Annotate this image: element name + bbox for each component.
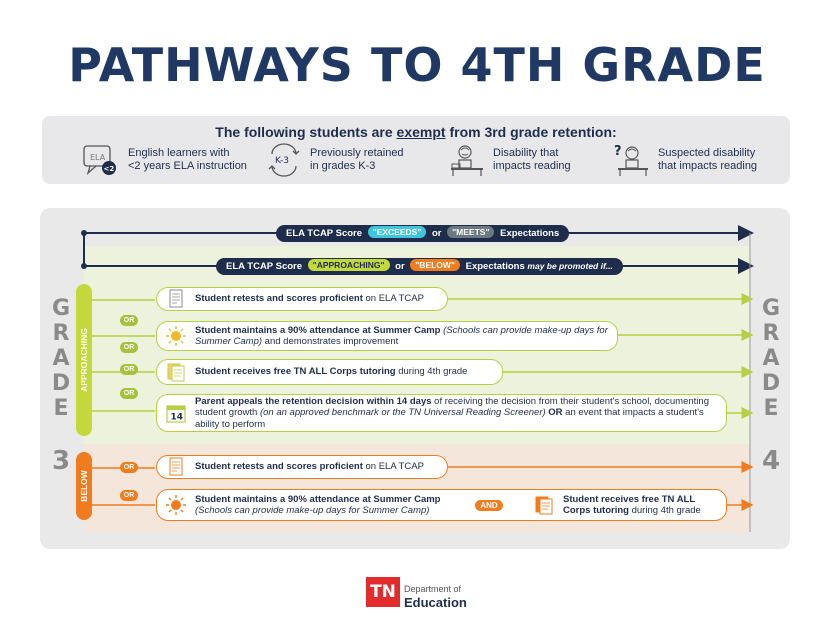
exceeds-meets-label: ELA TCAP Score "EXCEEDS" or "MEETS" Expectations: [276, 225, 569, 242]
or-badge: OR: [120, 342, 138, 353]
svg-text:<2: <2: [103, 165, 115, 173]
and-badge: AND: [475, 500, 503, 511]
tutoring-book-icon: [165, 361, 187, 383]
or-badge: OR: [120, 462, 138, 473]
exempt-item-line2: <2 years ELA instruction: [128, 160, 247, 172]
grade4-label: G R A D E: [761, 296, 781, 421]
exempt-item-line2: in grades K-3: [310, 160, 376, 172]
logo-department-text: Department of: [404, 584, 462, 594]
page-title: PATHWAYS TO 4TH GRADE: [68, 38, 766, 92]
approaching-path-parent-appeal: 14 Parent appeals the retention decision within 14 days of receiving the decision from their student's school, documenting student growth (on an approved benchmark or the TN Universal Reading Screener) OR an event that impacts a student's ability to perform: [156, 394, 727, 432]
exempt-item-line1: Suspected disability: [658, 147, 756, 159]
svg-text:?: ?: [614, 144, 622, 159]
below-path-camp-and-tutoring: Student maintains a 90% attendance at Summer Camp (Schools can provide make-up days for Summer Camp) Student receives free TN ALL Corps tutoring during 4th grade: [156, 489, 727, 521]
logo-education-text: Education: [404, 595, 467, 610]
below-bar: BELOW: [76, 452, 92, 520]
or-badge: OR: [120, 364, 138, 375]
exempt-item-line1: Previously retained: [310, 147, 404, 159]
grade3-label: G R A D E: [51, 296, 71, 421]
test-document-icon: [165, 456, 187, 478]
grade4-number: 4: [761, 446, 781, 476]
or-badge: OR: [120, 315, 138, 326]
summer-camp-sun-icon: [165, 325, 187, 347]
svg-text:14: 14: [170, 412, 184, 423]
exempt-heading: The following students are exempt from 3rd grade retention:: [215, 124, 617, 140]
svg-text:ELA: ELA: [90, 153, 106, 162]
test-document-icon: [165, 288, 187, 310]
approaching-path-summer-camp: Student maintains a 90% attendance at Summer Camp (Schools can provide make-up days for Summer Camp) and demonstrates improvement: [156, 321, 618, 351]
tn-logo: TN: [366, 577, 400, 607]
svg-text:K-3: K-3: [275, 156, 289, 166]
tutoring-book-icon: [533, 494, 555, 516]
or-badge: OR: [120, 388, 138, 399]
grade3-number: 3: [51, 446, 71, 476]
approaching-below-label: ELA TCAP Score "APPROACHING" or "BELOW" Expectations may be promoted if...: [216, 258, 623, 275]
approaching-path-tutoring: Student receives free TN ALL Corps tutoring during 4th grade: [156, 359, 503, 385]
approaching-path-retest: Student retests and scores proficient on ELA TCAP: [156, 287, 448, 311]
exempt-item-line1: English learners with: [128, 147, 230, 159]
exempt-item-line2: impacts reading: [493, 160, 571, 172]
summer-camp-sun-icon: [165, 494, 187, 516]
exempt-item-line2: that impacts reading: [658, 160, 758, 172]
exempt-item-line1: Disability that: [493, 147, 559, 159]
or-badge: OR: [120, 490, 138, 501]
below-path-retest: Student retests and scores proficient on ELA TCAP: [156, 455, 448, 479]
calendar-icon: [165, 402, 187, 424]
approaching-bar: APPROACHING: [76, 284, 92, 436]
